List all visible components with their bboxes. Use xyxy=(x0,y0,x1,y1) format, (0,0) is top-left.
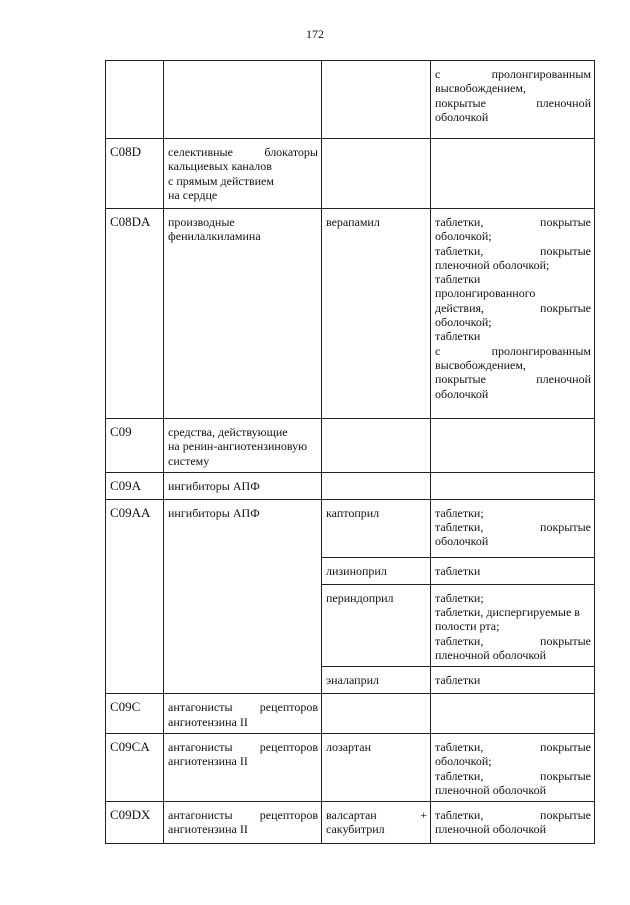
drug-name-line: каптоприл xyxy=(326,505,380,520)
group-text-line: средства, действующие xyxy=(168,425,288,439)
drug-name-cell xyxy=(322,472,431,499)
pharmacological-group-cell xyxy=(164,209,322,419)
drug-name-cell xyxy=(322,557,431,584)
group-text-line: ангиотензина II xyxy=(168,754,248,769)
dosage-form-line: оболочкой; xyxy=(435,229,492,244)
pharmacological-group-cell xyxy=(164,694,322,734)
dosage-form-cell xyxy=(431,472,595,499)
page-number: 172 xyxy=(306,27,324,41)
group-text-line: на сердце xyxy=(168,187,218,202)
dosage-form-cell xyxy=(431,557,595,584)
dosage-form-line: оболочкой xyxy=(435,386,489,401)
drug-classification-table xyxy=(105,60,595,844)
table-row xyxy=(106,209,595,419)
table-row xyxy=(106,61,595,139)
pharmacological-group-cell xyxy=(164,499,322,693)
table-row xyxy=(106,419,595,473)
dosage-form-line: таблетки xyxy=(435,563,481,578)
dosage-form-line: таблетки, покрытые xyxy=(435,739,591,754)
drug-name-cell xyxy=(322,209,431,419)
group-text-line: антагонисты рецепторов xyxy=(168,739,318,754)
drug-name-cell xyxy=(322,802,431,844)
dosage-form-cell xyxy=(431,802,595,844)
dosage-form-line: таблетки, покрытые xyxy=(435,243,591,258)
pharmacological-group-cell xyxy=(164,61,322,139)
dosage-form-line: таблетки xyxy=(435,329,481,344)
drug-name-cell xyxy=(322,499,431,557)
atc-code-cell: C08DA xyxy=(106,209,164,419)
dosage-form-line: таблетки; xyxy=(435,505,484,520)
pharmacological-group-cell xyxy=(164,472,322,499)
table-row xyxy=(106,694,595,734)
pharmacological-group-cell xyxy=(164,139,322,209)
dosage-form-line: оболочкой xyxy=(435,534,489,549)
group-text-line: с прямым действием xyxy=(168,173,274,188)
dosage-form-cell xyxy=(431,419,595,473)
table-row xyxy=(106,499,595,557)
group-text-line: ангиотензина II xyxy=(168,822,248,837)
group-text-line: производные xyxy=(168,215,235,229)
dosage-form-line: высвобождением, xyxy=(435,357,526,372)
dosage-form-line: с пролонгированным xyxy=(435,343,591,358)
dosage-form-line: оболочкой; xyxy=(435,754,492,769)
dosage-form-line: таблетки, покрытые xyxy=(435,808,591,823)
dosage-form-line: пленочной оболочкой xyxy=(435,648,547,663)
dosage-form-line: таблетки; xyxy=(435,590,484,605)
group-text-line: антагонисты рецепторов xyxy=(168,808,318,823)
pharmacological-group-cell xyxy=(164,733,322,801)
dosage-form-line: полости рта; xyxy=(435,619,500,634)
table-row xyxy=(106,802,595,844)
pharmacological-group-cell xyxy=(164,802,322,844)
dosage-form-line: пролонгированного xyxy=(435,286,536,301)
dosage-form-line: действия, покрытые xyxy=(435,300,591,315)
drug-name-line: эналаприл xyxy=(326,673,379,688)
dosage-form-cell xyxy=(431,61,595,139)
dosage-form-line: таблетки xyxy=(435,272,481,287)
atc-code-cell: C09CA xyxy=(106,733,164,801)
atc-code-cell: C09DX xyxy=(106,802,164,844)
dosage-form-cell xyxy=(431,667,595,694)
dosage-form-line: с пролонгированным xyxy=(435,67,591,81)
atc-code-cell: C08D xyxy=(106,139,164,209)
dosage-form-cell xyxy=(431,584,595,666)
group-text-line: фенилалкиламина xyxy=(168,229,261,244)
table-row xyxy=(106,139,595,209)
dosage-form-line: пленочной оболочкой xyxy=(435,782,547,797)
drug-name-cell xyxy=(322,61,431,139)
dosage-form-cell xyxy=(431,694,595,734)
drug-name-cell xyxy=(322,733,431,801)
pharmacological-group-cell xyxy=(164,419,322,473)
dosage-form-cell xyxy=(431,139,595,209)
dosage-form-line: таблетки xyxy=(435,673,481,688)
dosage-form-line: таблетки, покрытые xyxy=(435,215,591,229)
table-row xyxy=(106,472,595,499)
group-text-line: систему xyxy=(168,453,210,468)
dosage-form-line: пленочной оболочкой; xyxy=(435,257,550,272)
drug-name-line: верапамил xyxy=(326,215,380,229)
atc-code-cell: C09C xyxy=(106,694,164,734)
atc-code-cell xyxy=(106,61,164,139)
dosage-form-line: пленочной оболочкой xyxy=(435,822,547,837)
drug-name-cell xyxy=(322,694,431,734)
group-text-line: антагонисты рецепторов xyxy=(168,700,318,715)
dosage-form-line: таблетки, покрытые xyxy=(435,633,591,648)
drug-name-cell xyxy=(322,667,431,694)
dosage-form-line: таблетки, диспергируемые в xyxy=(435,605,580,620)
drug-name-cell xyxy=(322,419,431,473)
drug-name-line: лозартан xyxy=(326,739,372,754)
group-text-line: на ренин-ангиотензиновую xyxy=(168,439,308,454)
drug-name-cell xyxy=(322,584,431,666)
group-text-line: ингибиторы АПФ xyxy=(168,505,260,520)
dosage-form-line: покрытые пленочной xyxy=(435,372,591,387)
drug-name-line: валсартан + xyxy=(326,808,427,823)
group-text-line: ангиотензина II xyxy=(168,714,248,729)
dosage-form-line: таблетки, покрытые xyxy=(435,520,591,535)
group-text-line: кальциевых каналов xyxy=(168,159,272,174)
group-text-line: селективные блокаторы xyxy=(168,145,318,159)
dosage-form-line: высвобождением, xyxy=(435,81,526,96)
dosage-form-line: покрытые пленочной xyxy=(435,95,591,110)
group-text-line: ингибиторы АПФ xyxy=(168,478,260,493)
drug-name-line: сакубитрил xyxy=(326,822,385,837)
dosage-form-cell xyxy=(431,733,595,801)
drug-name-line: периндоприл xyxy=(326,590,394,605)
drug-name-cell xyxy=(322,139,431,209)
drug-name-line: лизиноприл xyxy=(326,563,387,578)
dosage-form-cell xyxy=(431,209,595,419)
atc-code-cell: C09 xyxy=(106,419,164,473)
dosage-form-cell xyxy=(431,499,595,557)
dosage-form-line: таблетки, покрытые xyxy=(435,768,591,783)
table-row xyxy=(106,733,595,801)
atc-code-cell: C09A xyxy=(106,472,164,499)
atc-code-cell: C09AA xyxy=(106,499,164,693)
dosage-form-line: оболочкой xyxy=(435,109,489,124)
dosage-form-line: оболочкой; xyxy=(435,315,492,330)
